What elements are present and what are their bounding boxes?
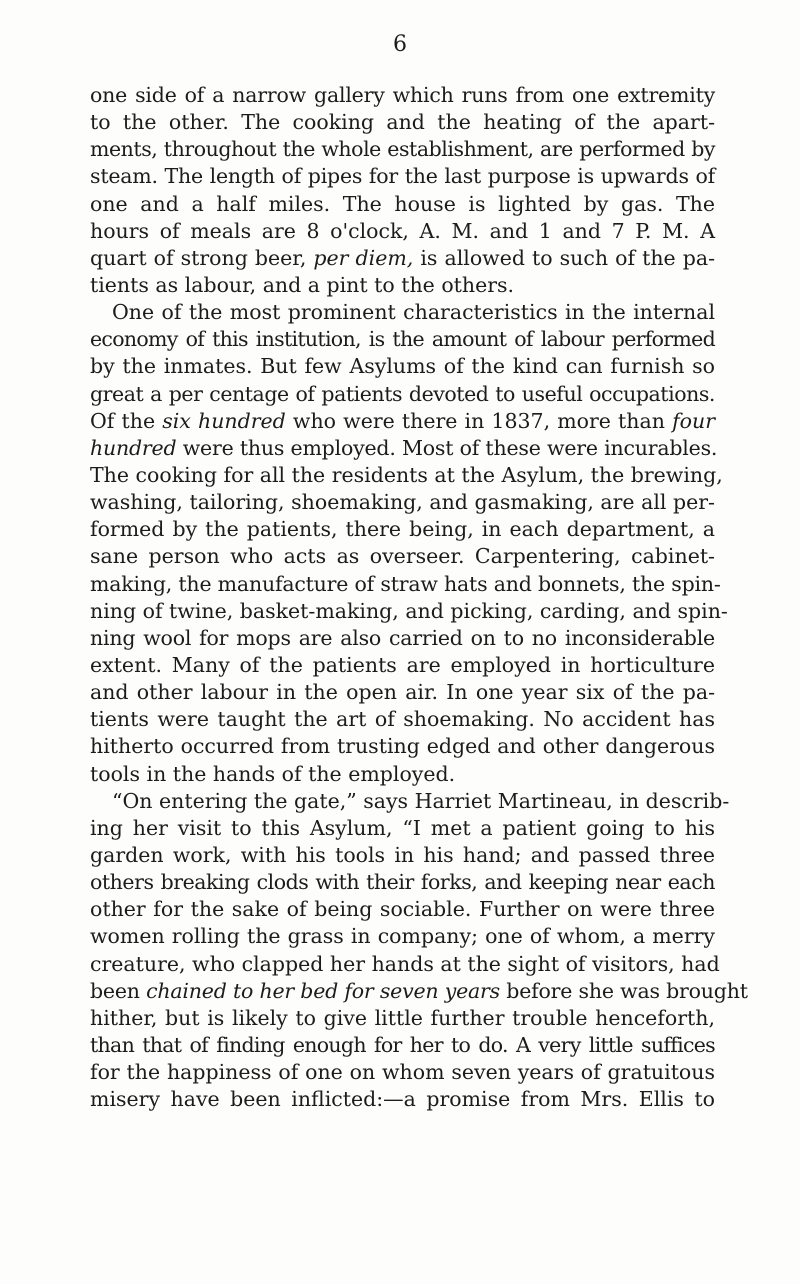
text-line: creature, who clapped her hands at the sight of visitors, had	[90, 951, 720, 976]
text-line: tients were taught the art of shoemaking. No accident has	[90, 707, 715, 732]
text-line: ments, throughout the whole establishment, are performed by	[90, 137, 715, 162]
text-line	[90, 408, 715, 435]
text-segment: were thus employed. Most of these were incurables.	[176, 435, 718, 460]
text-line: tients as labour, and a pint to the others.	[90, 272, 515, 297]
text-line: one side of a narrow gallery which runs from one extremity	[90, 83, 715, 107]
text-line: ing her visit to this Asylum, “I met a patient going to his	[90, 815, 715, 840]
text-line: ning wool for mops are also carried on to no inconsiderable	[90, 625, 715, 650]
text-segment: Of the	[90, 408, 163, 433]
text-line: great a per centage of patients devoted to useful occupations.	[90, 381, 715, 406]
text-line: misery have been inflicted:—a promise from Mrs. Ellis to	[90, 1087, 715, 1112]
text-line: others breaking clods with their forks, and keeping near each	[90, 870, 715, 895]
text-line: hither, but is likely to give little further trouble henceforth,	[90, 1005, 715, 1030]
italic-text: hundred	[90, 435, 177, 460]
page-number: 6	[393, 32, 407, 57]
italic-text: per diem,	[313, 245, 414, 270]
text-line: garden work, with his tools in his hand; and passed three	[90, 842, 715, 867]
text-line: The cooking for all the residents at the Asylum, the brewing,	[90, 462, 723, 487]
text-line: extent. Many of the patients are employed in horticulture	[90, 652, 715, 677]
text-line: other for the sake of being sociable. Further on were three	[90, 897, 715, 922]
text-line: women rolling the grass in company; one of whom, a merry	[90, 924, 715, 949]
text-line: washing, tailoring, shoemaking, and gasmaking, are all per-	[90, 490, 715, 515]
text-segment: who were there in 1837, more than	[285, 408, 673, 433]
text-line: and other labour in the open air. In one year six of the pa-	[90, 680, 715, 705]
body-text	[90, 82, 748, 1113]
italic-text: chained to her bed for seven years	[146, 978, 500, 1003]
text-line	[90, 435, 718, 462]
paragraph-start-line: One of the most prominent characteristics in the internal	[112, 300, 715, 325]
text-line: hours of meals are 8 o'clock, A. M. and 1 and 7 P. M. A	[90, 218, 715, 243]
text-line	[90, 245, 715, 272]
text-line: steam. The length of pipes for the last purpose is upwards of	[90, 164, 715, 189]
text-line: for the happiness of one on whom seven years of gratuitous	[90, 1060, 715, 1085]
text-line	[90, 978, 748, 1005]
text-line: economy of this institution, is the amount of labour performed	[90, 327, 715, 352]
text-line: hitherto occurred from trusting edged and other dangerous	[90, 734, 715, 759]
text-segment: been	[90, 978, 147, 1003]
text-line: formed by the patients, there being, in each department, a	[90, 517, 715, 542]
text-line: to the other. The cooking and the heating of the apart-	[90, 110, 715, 135]
italic-text: four	[672, 408, 715, 433]
text-line: making, the manufacture of straw hats and bonnets, the spin-	[90, 571, 721, 596]
text-line: by the inmates. But few Asylums of the kind can furnish so	[90, 354, 715, 379]
text-segment: is allowed to such of the pa-	[413, 245, 715, 270]
text-segment: before she was brought	[499, 978, 748, 1003]
text-line: sane person who acts as overseer. Carpentering, cabinet-	[90, 544, 715, 569]
text-line: ning of twine, basket-making, and picking, carding, and spin-	[90, 598, 728, 623]
italic-text: six hundred	[162, 408, 286, 433]
text-line: than that of finding enough for her to do. A very little suffices	[90, 1032, 715, 1057]
text-line: one and a half miles. The house is lighted by gas. The	[90, 191, 715, 216]
paragraph-start-line: “On entering the gate,” says Harriet Martineau, in describ-	[112, 788, 730, 813]
text-line: tools in the hands of the employed.	[90, 761, 456, 786]
text-segment: quart of strong beer,	[90, 245, 314, 270]
